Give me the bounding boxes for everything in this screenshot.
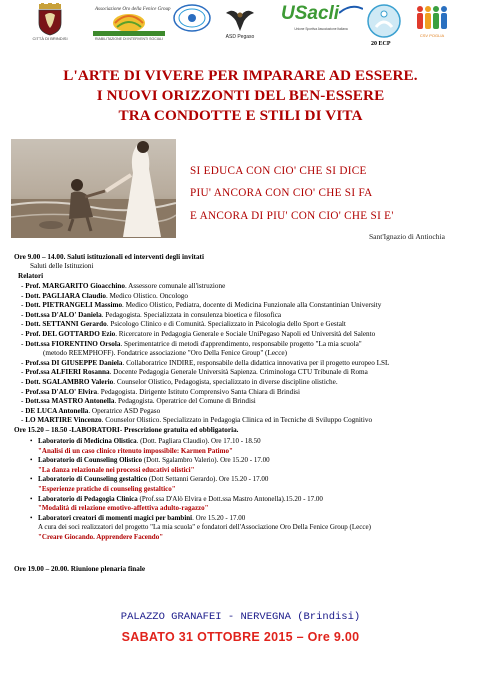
- labs-extra: A cura dei soci realizzatori del progetto "La mia scuola" e fondatori dell'Associazione Oro Della Fenice Group (Lecce): [38, 523, 371, 532]
- speaker-name: LO MARTIRE Vincenzo: [25, 416, 102, 425]
- quote-author: Sant'Ignazio di Antiochia: [369, 232, 445, 241]
- usacli-name: USacli: [281, 3, 340, 24]
- speaker-row: - LO MARTIRE Vincenzo. Counselor Olistico. Specializzato in Pedagogia Clinica ed in Tecniche di Sviluppo Cognitivo: [21, 416, 373, 425]
- coat-of-arms-icon: [35, 3, 65, 36]
- ecp-credits: 20 ECP: [371, 41, 391, 47]
- pegaso-logo: [222, 3, 258, 40]
- speaker-row: - Dott. PAGLIARA Claudio. Medico Olistico. Oncologo: [21, 291, 188, 300]
- ellipse-logo: [172, 3, 212, 33]
- bullet-icon: •: [30, 475, 33, 484]
- lab-details: (Dott Settanni Gerardo). Ore 15.20 - 17.00: [147, 475, 269, 484]
- speaker-row: - Prof.ssa ALFIERI Rosanna. Docente Pedagogia Generale Università Sapienza. Criminologa CTU Tribunale di Roma: [21, 368, 368, 377]
- speaker-name: Prof.ssa D'ALO' Elvira: [25, 387, 98, 396]
- circle-logo: [364, 3, 404, 39]
- speaker-desc: . Counselor Olistico. Specializzato in Pedagogia Clinica ed in Tecniche di Sviluppo Cognitivo: [101, 416, 373, 425]
- lab-subtitle: "Modalità di relazione emotivo-affettiva adulto-ragazzo": [38, 504, 209, 513]
- speaker-name: Dott. SGALAMBRO Valerio: [25, 377, 114, 386]
- speaker-row: - Dott.ssa MASTRO Antonella. Pedagogista. Operatrice del Comune di Brindisi: [21, 397, 256, 406]
- speaker-desc: . Medico Olistico. Oncologo: [105, 291, 188, 300]
- comune-caption: CITTÀ DI BRINDISI: [32, 36, 68, 41]
- globe-icon: [172, 3, 212, 33]
- quote-line-2: PIU' ANCORA CON CIO' CHE SI FA: [190, 187, 373, 199]
- lab-name: Laboratorio di Medicina Olistica: [38, 437, 137, 445]
- speaker-row: - Dott. SETTANNI Gerardo. Psicologo Clinico e di Comunità. Specializzato in Psicologia dello Sport e Gestalt: [21, 320, 346, 329]
- fenice-caption: Associazione Oro della Fenice Group: [95, 7, 171, 12]
- speaker-desc: . Operatrice ASD Pegaso: [88, 406, 161, 415]
- closing-title: Riunione plenaria finale: [70, 565, 146, 573]
- speaker-name: Dott. PIETRANGELI Massimo: [25, 301, 123, 310]
- speaker-name: Dott.ssa D'ALO' Daniela: [25, 310, 102, 319]
- bullet-icon: •: [30, 437, 33, 445]
- lab-row: [30, 514, 371, 524]
- speaker-row: - Prof.ssa DI GIUSEPPE Daniela. Collaboratrice INDIRE, responsabile della didattica innovativa per il progetto europeo LSL: [21, 358, 390, 367]
- speaker-name: DE LUCA Antonella: [25, 406, 89, 415]
- beach-photo: [11, 139, 176, 238]
- bullet-icon: •: [30, 456, 33, 465]
- labs-title: -LABORATORI- Prescrizione gratuita ed obbligatoria.: [67, 426, 239, 434]
- labs-list: [30, 437, 371, 543]
- speaker-desc: . Docente Pedagogia Generale Università Sapienza. Criminologa CTU Tribunale di Roma: [109, 368, 368, 377]
- speaker-desc: . Collaboratrice INDIRE, responsabile della didattica innovativa per il progetto europeo LSL: [122, 358, 390, 367]
- speaker-desc: . Pedagogista. Operatrice del Comune di Brindisi: [114, 397, 256, 406]
- speaker-name: Dott.ssa MASTRO Antonella: [25, 397, 115, 406]
- opening-title: Saluti istituzionali ed interventi degli invitati: [67, 253, 204, 261]
- swoosh-icon: [339, 5, 363, 15]
- bullet-icon: •: [30, 513, 33, 522]
- lab-row: [30, 475, 371, 485]
- event-date: SABATO 31 OTTOBRE 2015 – Ore 9.00: [121, 630, 360, 644]
- speaker-name: Prof. DEL GOTTARDO Ezio: [25, 329, 116, 338]
- speaker-desc: . Counselor Olistico, Pedagogista, specializzato in diverse discipline olistiche.: [113, 377, 338, 386]
- title-line-3: TRA CONDOTTE E STILI DI VITA: [118, 107, 363, 124]
- logo-bar: [26, 3, 471, 53]
- quote-line-1: SI EDUCA CON CIO' CHE SI DICE: [190, 165, 367, 177]
- title-line-1: L'ARTE DI VIVERE PER IMPARARE AD ESSERE.: [63, 67, 418, 84]
- lab-subtitle: "Analisi di un caso clinico ritenuto impossibile: Karmen Patimo": [38, 446, 233, 455]
- usacli-caption: Unione Sportiva Associazione Italiana: [294, 27, 348, 31]
- fenice-subcaption: RIABILITAZIONE DI INTERVENTI SOCIALI: [95, 37, 163, 41]
- opening-time: Ore 9.00 – 14.00.: [14, 253, 66, 261]
- lab-details: . (Dott. Pagliara Claudio). Ore 17.10 - 18.50: [136, 437, 261, 445]
- pegaso-caption: ASD Pegaso: [225, 34, 255, 40]
- speaker-row: - Prof. MARGARITO Gioacchino. Assessore comunale all'istruzione: [21, 282, 226, 290]
- lab-row: [30, 495, 371, 505]
- speaker-desc: . Psicologo Clinico e di Comunità. Specializzato in Psicologia dello Sport e Gestalt: [106, 320, 346, 329]
- comune-logo: [30, 3, 70, 41]
- lab-row: [30, 456, 371, 466]
- speaker-desc: (metodo REEMPHOFF). Fondatrice associazione "Oro Della Fenice Group" (Lecce): [43, 349, 287, 358]
- speaker-name: Prof.ssa ALFIERI Rosanna: [25, 368, 110, 377]
- speaker-desc: . Medico Olistico, Pediatra, docente di Medicina Funzionale alla Constantinian University: [122, 301, 382, 310]
- speakers-heading: Relatori: [18, 272, 44, 280]
- phoenix-icon: [87, 3, 171, 37]
- bullet-icon: •: [30, 494, 33, 503]
- labs-extra-subtitle: "Creare Giocando. Apprendere Facendo": [38, 532, 164, 541]
- csv-logo: [414, 3, 450, 38]
- lab-subtitle: "La danza relazionale nei processi educativi olistici": [38, 465, 195, 474]
- usacli-logo: [278, 3, 364, 32]
- speakers-list: [21, 282, 389, 426]
- lab-details: (Dott. Sgalambro Valerio). Ore 15.20 - 17.00: [142, 456, 270, 465]
- speaker-name: Dott. SETTANNI Gerardo: [25, 320, 107, 329]
- lab-details: . Ore 15.20 - 17.00: [192, 513, 246, 522]
- speaker-desc: . Sperimentatrice di metodi d'apprendimento, responsabile progetto "La mia scuola": [120, 339, 362, 348]
- speaker-row: - Prof.ssa D'ALO' Elvira. Pedagogista. Dirigente Istituto Comprensivo Santa Chiara di Brindisi: [21, 387, 300, 396]
- speaker-desc: . Pedagogista. Dirigente Istituto Comprensivo Santa Chiara di Brindisi: [97, 387, 300, 396]
- figure-circle-icon: [364, 3, 404, 39]
- speaker-desc: . Ricercatore in Pedagogia Generale e Sociale UniPegaso Napoli ed Università del Salento: [115, 329, 376, 338]
- labs-header: [14, 426, 238, 435]
- speaker-row: - DE LUCA Antonella. Operatrice ASD Pegaso: [21, 406, 161, 415]
- eagle-icon: [224, 3, 256, 35]
- lab-name: Laboratorio di Counseling Olistico: [38, 456, 143, 465]
- speaker-name: Prof.ssa DI GIUSEPPE Daniela: [25, 358, 123, 367]
- labs-time: Ore 15.20 – 18.50: [14, 426, 68, 434]
- speaker-desc: . Pedagogista. Specializzata in consulenza bioetica e filosofica: [101, 310, 282, 319]
- fenice-logo: [86, 3, 172, 42]
- lab-name: Laboratori creatori di momenti magici per bambini: [38, 513, 193, 522]
- closing-session: [14, 565, 145, 574]
- lab-details: (Prof.ssa D'Alò Elvira e Dott.ssa Mastro Antonella).15.20 - 17.00: [137, 494, 323, 503]
- speaker-row: - Prof. DEL GOTTARDO Ezio. Ricercatore in Pedagogia Generale e Sociale UniPegaso Napoli ed Università del Salento: [21, 329, 376, 338]
- speaker-row: - Dott.ssa FIORENTINO Orsola. Sperimentatrice di metodi d'apprendimento, responsabile progetto "La mia scuola": [21, 339, 362, 348]
- lab-row: [30, 437, 371, 447]
- csv-caption: CSV POGLIA: [419, 33, 445, 38]
- opening-session: [14, 253, 204, 262]
- speaker-name: Prof. MARGARITO Gioacchino: [25, 282, 125, 290]
- opening-sub: Saluti delle Istituzioni: [30, 262, 94, 270]
- speaker-row: [21, 349, 389, 359]
- lab-name: Laboratorio di Counseling gestaltico: [38, 475, 148, 484]
- lab-subtitle: "Esperienze pratiche di counseling gestaltico": [38, 484, 176, 493]
- speaker-desc: . Assessore comunale all'istruzione: [124, 282, 226, 290]
- people-icon: [414, 3, 450, 33]
- lab-name: Laboratorio di Pedagogia Clinica: [38, 494, 138, 503]
- closing-time: Ore 19.00 – 20.00.: [14, 565, 69, 573]
- venue: PALAZZO GRANAFEI - NERVEGNA (Brindisi): [120, 611, 361, 623]
- speaker-row: - Dott. PIETRANGELI Massimo. Medico Olistico, Pediatra, docente di Medicina Funzionale alla Constantinian University: [21, 301, 382, 310]
- speaker-row: - Dott.ssa D'ALO' Daniela. Pedagogista. Specializzata in consulenza bioetica e filosofica: [21, 310, 282, 319]
- speaker-name: Dott.ssa FIORENTINO Orsola: [25, 339, 121, 348]
- title-line-2: I NUOVI ORIZZONTI DEL BEN-ESSERE: [96, 87, 385, 104]
- speaker-name: Dott. PAGLIARA Claudio: [25, 291, 106, 300]
- speaker-row: - Dott. SGALAMBRO Valerio. Counselor Olistico, Pedagogista, specializzato in diverse discipline olistiche.: [21, 377, 338, 386]
- page-title: [0, 66, 481, 126]
- quote-line-3: E ANCORA DI PIU' CON CIO' CHE SI E': [190, 210, 394, 222]
